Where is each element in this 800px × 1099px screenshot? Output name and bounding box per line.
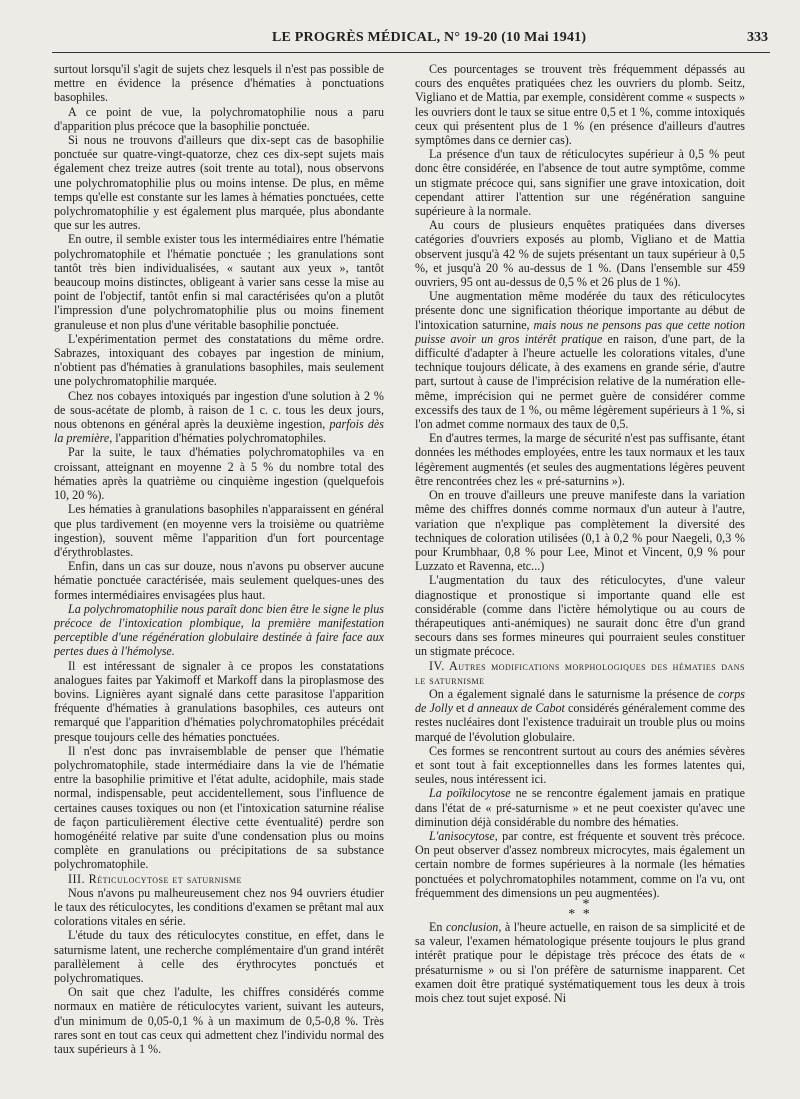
paragraph: En d'autres termes, la marge de sécurité n'est pas suffisante, étant données les méthodes employées, entre les taux normaux et les taux légèrement augmentés (et seules des augmentations légères peuvent être rencontrées chez les « pré-saturnins »). [415, 431, 745, 488]
paragraph [415, 786, 745, 829]
paragraph [415, 289, 745, 431]
paragraph [415, 920, 745, 1005]
text-run: considérés généralement comme des restes nucléaires dont l'existence traduirait un trouble plus ou moins marqué de l'évolution globulaire. [415, 701, 745, 744]
italic-text: corps de Jolly [415, 686, 745, 716]
right-column [415, 62, 745, 1005]
text-run: On a également signalé dans le saturnisme la présence de [429, 686, 719, 701]
text-run: et [452, 701, 468, 716]
text-run: , par contre, est fréquente et souvent très précoce. On peut observer d'assez nombreux microcytes, mais également un certain nombre de formes supérieures à la normale (les hématies ponctuées et polychromatophiles notamment, comme on l'a vu, ont fréquemment des dimensions un peu augmentées). [415, 828, 745, 900]
text-run: En [429, 919, 446, 934]
paragraph: L'augmentation du taux des réticulocytes, d'une valeur diagnostique et pronostique si importante quand elle est considérable (comme dans l'ictère hémolytique ou au cours de thérapeutiques anti-anémiques) ne saurait donc être d'un grand secours dans ses formes mineures qui pourraient seules constituer un stigmate précoce. [415, 573, 745, 659]
left-column [54, 62, 384, 1056]
italic-text: L'anisocytose [429, 828, 495, 843]
paragraph: Par la suite, le taux d'hématies polychromatophiles va en croissant, atteignant en moyenne 2 à 5 % du nombre total des hématies après la quatrième ou cinquième ingestion (quelquefois 10, 20 %). [54, 445, 384, 503]
journal-title: LE PROGRÈS MÉDICAL, N° 19-20 (10 Mai 1941) [272, 30, 587, 45]
paragraph [54, 389, 384, 446]
page-header [52, 28, 770, 53]
italic-text: parfois dès la première [54, 417, 384, 446]
paragraph: Les hématies à granulations basophiles n'apparaissent en général que plus tardivement (en moyenne vers la troisième ou quatrième ingestion), souvent même l'apparition d'un fort pourcentage d'érythroblastes. [54, 502, 384, 559]
paragraph: Si nous ne trouvons d'ailleurs que dix-sept cas de basophilie ponctuée sur quatre-vingt-quatorze, chez ces dix-sept sujets mais également chez treize autres (soit trente au total), nous observons une polychromatophilie plus ou moins intense. De plus, en même temps qu'elle est constante sur les lames à hématies ponctuées, cette polychromatophilie y est également plus marquée, plus abondante que sur les autres. [54, 133, 384, 233]
paragraph: Nous n'avons pu malheureusement chez nos 94 ouvriers étudier le taux des réticulocytes, les conditions d'examen se prêtant mal aux colorations vitales en série. [54, 885, 384, 929]
paragraph: surtout lorsqu'il s'agit de sujets chez lesquels il n'est pas possible de mettre en évidence la présence d'hématies à ponctuations basophiles. [54, 62, 384, 105]
text-run: , l'apparition d'hématies polychromatophiles. [109, 431, 327, 446]
page-number: 333 [747, 30, 768, 45]
paragraph [415, 687, 745, 744]
italic-text: mais nous ne pensons pas que cette notion puisse avoir un gros intérêt pratique [415, 317, 745, 346]
paragraph: On en trouve d'ailleurs une preuve manifeste dans la variation même des chiffres donnés comme normaux d'un auteur à l'autre, variation que n'explique pas complètement la diversité des techniques de coloration utilisées (0,1 à 0,2 % pour Naegeli, 0,3 % pour Krumbhaar, 0,8 % pour Lee, Minot et Vincent, 0,9 % pour Luzzato et Ravenna, etc...) [415, 488, 745, 574]
paragraph-emphasis: La polychromatophilie nous paraît donc bien être le signe le plus précoce de l'intoxication plombique, la première manifestation perceptible d'une régénération globulaire destinée à faire face aux pertes dues à l'hémolyse. [54, 601, 384, 659]
text-run: Chez nos cobayes intoxiqués par ingestion d'une solution à 2 % de sous-acétate de plomb, à raison de 1 c. c. tous les deux jours, nous obtenons en général après la deuxième ingestion, [54, 388, 384, 432]
paragraph: Il est intéressant de signaler à ce propos les constatations analogues faites par Yakimoff et Markoff dans la piroplasmose des bovins. Lignières ayant signalé dans cette parasitose l'apparition fréquente d'hématies à granulations basophiles, ces auteurs ont remarqué que l'apparition d'hématies polychromatophiles précédait presque toujours celle des hématies ponctuées. [54, 658, 384, 744]
section-divider-stars: * * * [568, 896, 592, 922]
paragraph: En outre, il semble exister tous les intermédiaires entre l'hématie polychromatophile et l'hématie ponctuée ; les granulations sont tantôt très bien individualisées, « sautant aux yeux », tantôt beaucoup moins distinctes, obligeant à varier sans cesse la mise au point de l'objectif, tantôt enfin si mal caractérisées qu'on a plutôt l'impression d'une polychromatophilie plus ou moins finement granuleuse et non plus d'une véritable basophilie ponctuée. [54, 232, 384, 332]
text-run: Une augmentation même modérée du taux des réticulocytes présente donc une signification théorique importante au début de l'intoxication saturnine, [415, 289, 745, 332]
paragraph: Il n'est donc pas invraisemblable de penser que l'hématie polychromatophile, stade intermédiaire dans la vie de l'hématie entre la basophilie primitive et l'état adulte, acidophile, mais stade normal, indispensable, peut accidentellement, sous l'influence de certaines causes toxiques ou non (et l'intoxication saturnine réalise de façon particulièrement élective cette éventualité) perdre son homogénéité relative par suite d'une condensation plus ou moins complète en granulations ou précipitations de sa substance polychromatophile. [54, 743, 384, 872]
text-run: en raison, d'une part, de la difficulté d'adapter à l'heure actuelle les colorations vitales, d'une technique toujours délicate, à des examens en grande série, d'autre part, surtout à cause de l'imprécision relative de la numération elle-même, imprécision qui ne permet guère de considérer comme excessifs des taux de 1 %, ou même légèrement supérieurs à 1 %, si l'on admet comme normaux des taux de 0,5. [415, 331, 745, 432]
paragraph: Au cours de plusieurs enquêtes pratiquées dans diverses catégories d'ouvriers exposés au plomb, Vigliano et de Mattia observent jusqu'à 42 % de sujets présentant un taux supérieur à 0,5 %, et jusqu'à 20 % au-dessus de 1 %. (Dans l'ensemble sur 459 ouvriers, 95 ont au-dessus de 0,5 % et 26 plus de 1 %). [415, 218, 745, 290]
paragraph: L'étude du taux des réticulocytes constitue, en effet, dans le saturnisme latent, une recherche complémentaire d'un grand intérêt parallèlement à celle des érythrocytes ponctués et polychromatiques. [54, 928, 384, 985]
italic-text: La poïkilocytose [429, 786, 511, 801]
paragraph [415, 829, 745, 900]
text-run: ne se rencontre également jamais en pratique dans l'état de « pré-saturnisme » et ne peut coexister qu'avec une diminution déjà considérable du nombre des hématies. [415, 786, 745, 829]
italic-text: d anneaux de Cabot [467, 701, 565, 716]
section-heading: IV. Autres modifications morphologiques des hématies dans le saturnisme [415, 658, 745, 687]
paragraph: Ces formes se rencontrent surtout au cours des anémies sévères et sont tout à fait exceptionnelles dans les formes latentes qui, seules, nous intéressent ici. [415, 743, 745, 787]
paragraph: Ces pourcentages se trouvent très fréquemment dépassés au cours des enquêtes pratiquées chez les ouvriers du plomb. Seitz, Vigliano et de Mattia, par exemple, considèrent comme « suspects » les ouvriers dont le taux se situe entre 0,5 et 1 %, comme intoxiqués ceux qui présentent plus de 1 % (en présence d'ailleurs d'autres symptômes dans ce dernier cas). [415, 62, 745, 148]
section-heading: III. Réticulocytose et saturnisme [68, 871, 242, 886]
paragraph: Enfin, dans un cas sur douze, nous n'avons pu observer aucune hématie ponctuée caractérisée, mais seulement quelques-unes des formes intermédiaires envisagées plus haut. [54, 559, 384, 602]
italic-text: conclusion [445, 919, 499, 934]
paragraph: On sait que chez l'adulte, les chiffres considérés comme normaux en matière de réticulocytes varient, suivant les auteurs, d'un minimum de 0,05-0,1 % à un maximum de 0,5-0,8 %. Très rares sont en tout cas ceux qui admettent chez l'individu normal des taux supérieurs à 1 %. [54, 985, 384, 1057]
paragraph: L'expérimentation permet des constatations du même ordre. Sabrazes, intoxiquant des cobayes par ingestion de minium, n'obtient pas d'hématies à granulations basophiles, mais seulement une polychromatophilie marquée. [54, 331, 384, 389]
paragraph: La présence d'un taux de réticulocytes supérieur à 0,5 % peut donc être considérée, en l'absence de tout autre symptôme, comme un stigmate précoce qui, sans signifier une grave intoxication, doit cependant attirer l'attention sur une régénération sanguine supérieure à la normale. [415, 147, 745, 219]
text-run: , à l'heure actuelle, en raison de sa simplicité et de sa valeur, l'examen hématologique présente toujours le plus grand intérêt pratique pour le dépistage très précoce des états de « présaturnisme » ou si l'on préfère de saturnisme inapparent. Cet examen doit être pratiqué systématiquement tous les deux à trois mois chez tout sujet exposé. Ni [415, 919, 745, 1005]
paragraph: A ce point de vue, la polychromatophilie nous a paru d'apparition plus précoce que la basophilie ponctuée. [54, 104, 384, 133]
